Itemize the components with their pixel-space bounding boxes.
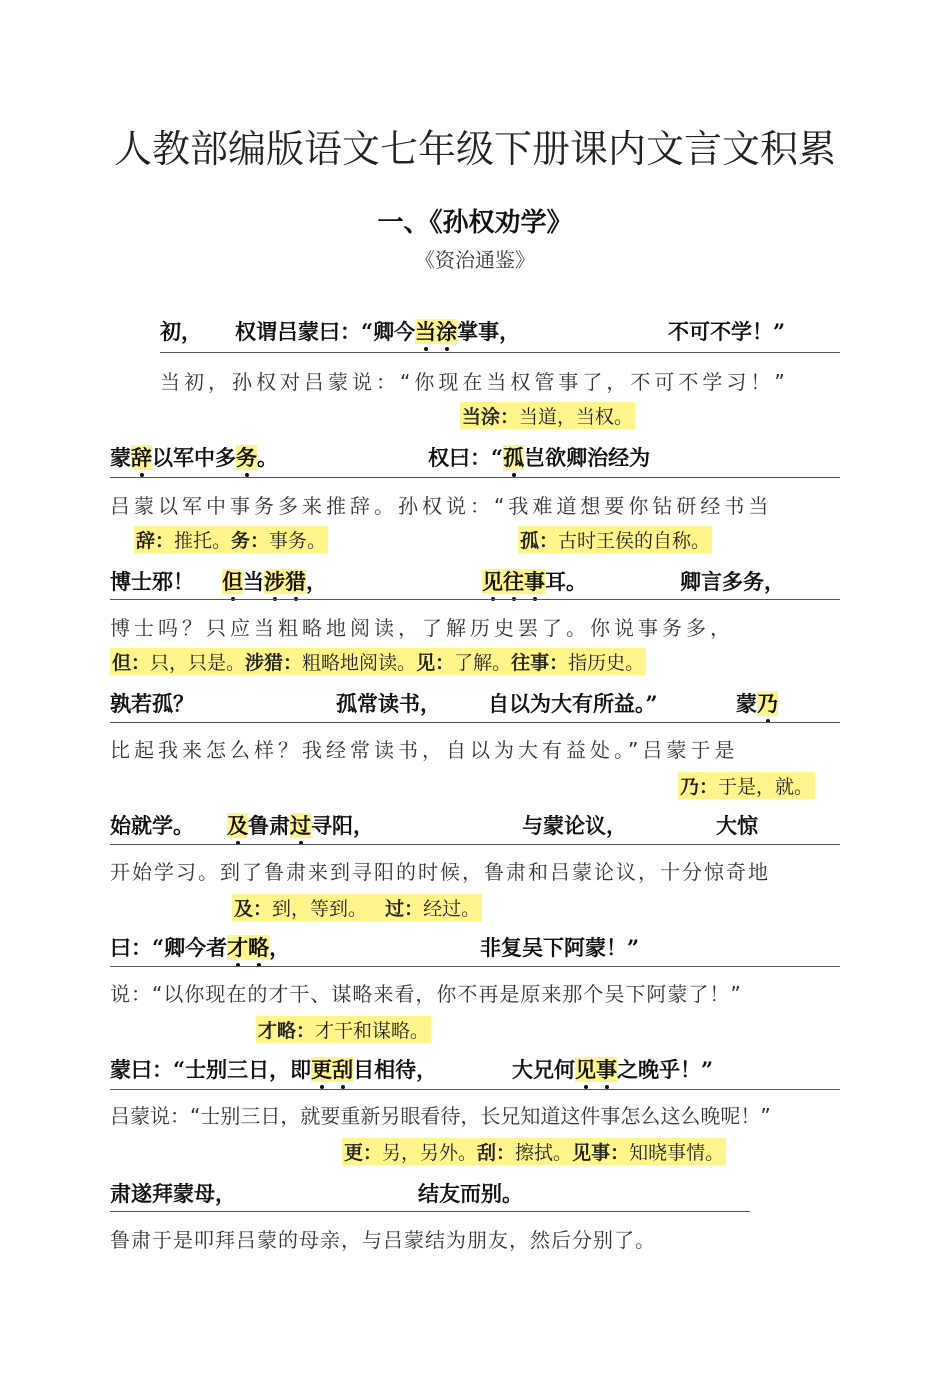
translation-line: 说：“以你现在的才干、谋略来看，你不再是原来那个吴下阿蒙了！” [110,982,742,1006]
section-title: 一、《孙权劝学》 [377,208,573,238]
key-char: 事 [524,569,545,594]
key-char: 当 [415,319,437,344]
annotation: 才略：才干和谋略。 [256,1016,431,1043]
key-char: 见 [482,569,503,594]
divider [110,1089,840,1090]
original-text-segment: 与蒙论议， [522,813,627,838]
original-text-segment: 权曰：“孤岂欲卿治经为 [428,445,651,470]
key-char: 见 [575,1057,596,1082]
key-char: 涂 [436,319,458,344]
key-char: 往 [503,569,524,594]
section-source: 《资治通鉴》 [415,248,535,272]
key-char: 事 [596,1057,617,1082]
translation-line: 鲁肃于是叩拜吕蒙的母亲，与吕蒙结为朋友，然后分别了。 [110,1228,656,1252]
divider [110,599,840,600]
translation-line: 比起我来怎么样？我经常读书，自以为大有益处。”吕蒙于是 [110,738,739,762]
key-char: 及 [227,813,248,838]
original-text-segment: 卿言多务， [680,569,785,594]
original-text-segment: 大惊 [716,813,758,838]
annotation: 但：只，只是。涉猎：粗略地阅读。见：了解。往事：指历史。 [110,648,646,675]
original-text-segment: 自以为大有所益。” [488,691,658,716]
annotation: 当涂：当道，当权。 [460,402,635,429]
key-char: 但 [222,569,243,594]
key-char: 辞 [131,445,152,470]
translation-line: 当初，孙权对吕蒙说：“你现在当权管事了，不可不学习！” [160,370,789,394]
page-title: 人教部编版语文七年级下册课内文言文积累 [113,127,836,171]
annotation: 孤：古时王侯的自称。 [518,526,712,553]
translation-line: 吕蒙以军中事务多来推辞。孙权说：“我难道想要你钻研经书当 [110,494,773,518]
divider [110,844,840,845]
key-char: 猎 [285,569,306,594]
original-text-segment: 肃遂拜蒙母， [110,1181,236,1206]
original-text-segment: 蒙辞以军中多务。 [110,445,278,470]
key-char: 更 [311,1057,333,1082]
divider [110,1211,750,1212]
original-text-segment: 蒙乃 [736,691,778,716]
original-text-segment: 博士邪！ [110,569,194,594]
original-text-segment: 及鲁肃过寻阳， [227,813,374,838]
key-char: 务 [236,445,257,470]
original-text-segment: 始就学。 [110,813,194,838]
divider [110,966,840,967]
key-char: 孤 [503,445,525,470]
original-text-segment: 蒙曰：“士别三日，即更刮目相待， [110,1057,438,1082]
annotation: 更：另，另外。刮：擦拭。见事：知晓事情。 [342,1138,726,1165]
annotation: 及：到，等到。 过：经过。 [232,894,482,921]
divider [160,352,840,353]
original-text-segment: 孰若孤？ [110,691,194,716]
translation-line: 博士吗？只应当粗略地阅读，了解历史罢了。你说事务多， [110,616,734,640]
key-char: 涉 [264,569,285,594]
annotation: 乃：于是，就。 [678,772,815,799]
annotation: 辞：推托。务：事务。 [134,526,328,553]
original-text-segment: 初， [160,319,202,344]
original-text-segment: 非复吴下阿蒙！” [480,935,640,960]
key-char: 过 [290,813,311,838]
original-text-segment: 曰：“卿今者才略， [110,935,291,960]
key-char: 才 [227,935,249,960]
original-text-segment: 权谓吕蒙曰：“卿今当涂掌事， [235,319,521,344]
original-text-segment: 见往事耳。 [482,569,587,594]
original-text-segment: 孤常读书， [336,691,441,716]
key-char: 略 [248,935,270,960]
original-text-segment: 不可不学！” [668,319,786,344]
key-char: 刮 [332,1057,354,1082]
divider [110,477,840,478]
original-text-segment: 但当涉猎， [222,569,327,594]
original-text-segment: 结友而别。 [418,1181,523,1206]
key-char: 乃 [757,691,778,716]
translation-line: 开始学习。到了鲁肃来到寻阳的时候，鲁肃和吕蒙论议，十分惊奇地 [110,860,770,884]
divider [110,722,840,723]
original-text-segment: 大兄何见事之晚乎！” [512,1057,714,1082]
translation-line: 吕蒙说：“士别三日，就要重新另眼看待，长兄知道这件事怎么这么晚呢！” [110,1104,771,1128]
